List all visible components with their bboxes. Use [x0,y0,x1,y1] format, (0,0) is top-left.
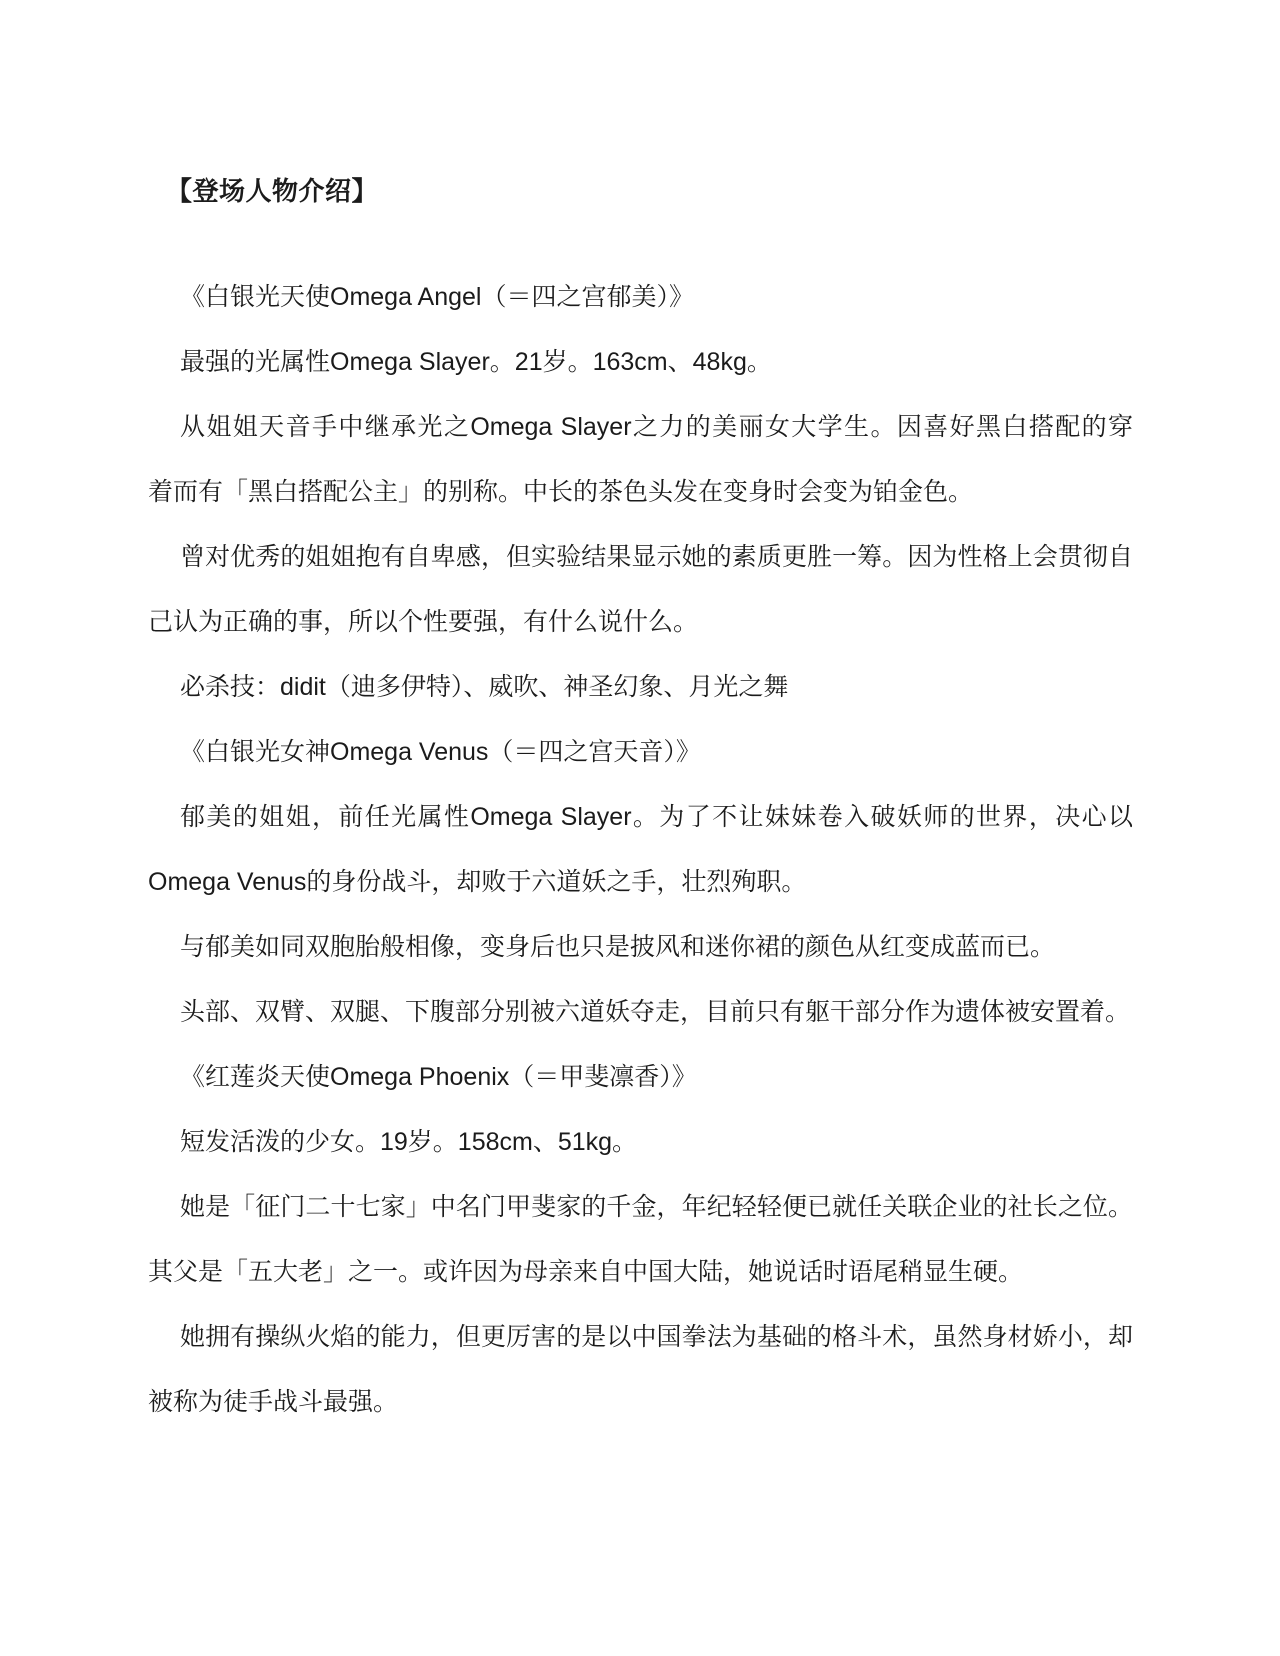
text-line: 短发活泼的少女。19岁。158cm、51kg。 [180,1128,638,1156]
text-line: 郁美的姐姐，前任光属性Omega Slayer。为了不让妹妹卷入破妖师的世界，决心以 [180,803,1133,831]
character-intro-text [148,265,1133,1435]
text-line: 她是「征门二十七家」中名门甲斐家的千金，年纪轻轻便已就任关联企业的社长之位。 [180,1193,1133,1221]
text-line: 曾对优秀的姐姐抱有自卑感，但实验结果显示她的素质更胜一筹。因为性格上会贯彻自 [180,543,1133,571]
text-line: 最强的光属性Omega Slayer。21岁。163cm、48kg。 [180,348,772,376]
text-line: 她拥有操纵火焰的能力，但更厉害的是以中国拳法为基础的格斗术，虽然身材娇小，却 [180,1323,1133,1351]
text-body [148,159,1133,1435]
text-line: 着而有「黑白搭配公主」的别称。中长的茶色头发在变身时会变为铂金色。 [148,478,974,506]
text-line: Omega Venus的身份战斗，却败于六道妖之手，壮烈殉职。 [148,868,807,896]
text-line: 《红莲炎天使Omega Phoenix（＝甲斐凛香）》 [180,1063,697,1091]
text-line: 《白银光女神Omega Venus（＝四之宫天音）》 [180,738,701,766]
text-line: 与郁美如同双胞胎般相像，变身后也只是披风和迷你裙的颜色从红变成蓝而已。 [180,933,1056,961]
text-line: 从姐姐天音手中继承光之Omega Slayer之力的美丽女大学生。因喜好黑白搭配的穿 [180,413,1133,441]
text-line: 必杀技：didit（迪多伊特）、威吹、神圣幻象、月光之舞 [180,673,789,701]
text-line: 其父是「五大老」之一。或许因为母亲来自中国大陆，她说话时语尾稍显生硬。 [148,1258,1024,1286]
text-line: 被称为徒手战斗最强。 [148,1388,399,1416]
text-line: 头部、双臂、双腿、下腹部分别被六道妖夺走，目前只有躯干部分作为遗体被安置着。 [180,998,1131,1026]
text-line: 己认为正确的事，所以个性要强，有什么说什么。 [148,608,699,636]
page-title: 【登场人物介绍】 [166,176,379,206]
text-line: 《白银光天使Omega Angel（＝四之宫郁美）》 [180,283,694,311]
